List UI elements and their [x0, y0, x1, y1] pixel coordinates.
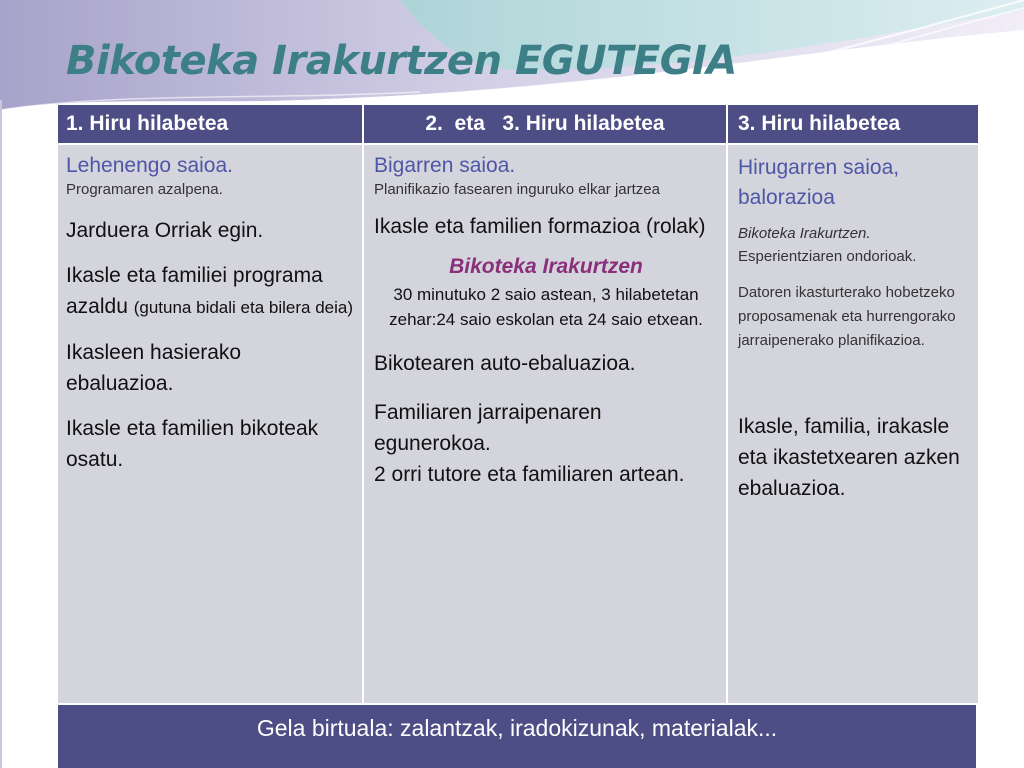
col3-sub: Esperientziaren ondorioak. [738, 248, 917, 265]
col2-item-4: 2 orri tutore eta familiaren artean. [374, 463, 685, 486]
col1-item-2-main: Ikasle eta familiei programa azaldu [66, 264, 323, 318]
table-body-row [58, 145, 978, 703]
spacer [738, 353, 970, 411]
col2-accent-title: Bikoteka Irakurtzen [449, 255, 643, 278]
spacer [738, 269, 970, 281]
spacer [374, 201, 718, 211]
col2-item-2: Bikotearen auto-ebaluazioa. [374, 352, 636, 375]
calendar-table [58, 105, 978, 703]
col2-item-3: Familiaren jarraipenaren egunerokoa. [374, 401, 602, 455]
spacer [738, 213, 970, 223]
col2-lead: Bigarren saioa. [374, 154, 516, 177]
col1-sub: Programaren azalpena. [66, 181, 223, 198]
col1-item-2 [66, 260, 354, 323]
col2-sessions: 30 minutuko 2 saio astean, 3 hilabetetan zehar:24 saio eskolan eta 24 saio etxean. [389, 285, 703, 329]
left-frame-line [0, 100, 2, 768]
col1-item-4: Ikasle eta familien bikoteak osatu. [66, 417, 319, 471]
col1-item-1: Jarduera Orriak egin. [66, 219, 264, 242]
col3-final: Ikasle, familia, irakasle eta ikastetxearen azken ebaluazioa. [738, 415, 960, 500]
spacer [66, 323, 354, 337]
column-header-2-label: 2. eta 3. Hiru hilabetea [425, 112, 665, 135]
column-1-cell [58, 145, 364, 703]
spacer [66, 201, 354, 215]
spacer [374, 379, 718, 397]
col3-proposal: Datoren ikasturterako hobetzeko proposamenak eta hurrengorako jarraipenerako planifikazioa. [738, 284, 956, 349]
column-3-cell [728, 145, 978, 703]
col1-item-2-note: (gutuna bidali eta bilera deia) [133, 298, 353, 317]
col1-lead: Lehenengo saioa. [66, 154, 233, 177]
col2-item-1: Ikasle eta familien formazioa (rolak) [374, 215, 706, 238]
footer-banner: Gela birtuala: zalantzak, iradokizunak, materialak... [58, 705, 976, 768]
spacer [66, 399, 354, 413]
column-header-3: 3. Hiru hilabetea [728, 105, 978, 143]
col3-lead: Hirugarren saioa, balorazioa [738, 156, 900, 209]
column-2-cell [364, 145, 728, 703]
column-header-2 [364, 105, 728, 143]
spacer [66, 246, 354, 260]
page-title: Bikoteka Irakurtzen EGUTEGIA [66, 38, 737, 84]
spacer [374, 332, 718, 348]
column-header-1: 1. Hiru hilabetea [58, 105, 364, 143]
table-header-row [58, 105, 978, 143]
col3-sub-italic: Bikoteka Irakurtzen. [738, 225, 871, 242]
col2-sub: Planifikazio fasearen inguruko elkar jartzea [374, 181, 660, 198]
col1-item-3: Ikasleen hasierako ebaluazioa. [66, 341, 242, 395]
spacer [374, 242, 718, 252]
